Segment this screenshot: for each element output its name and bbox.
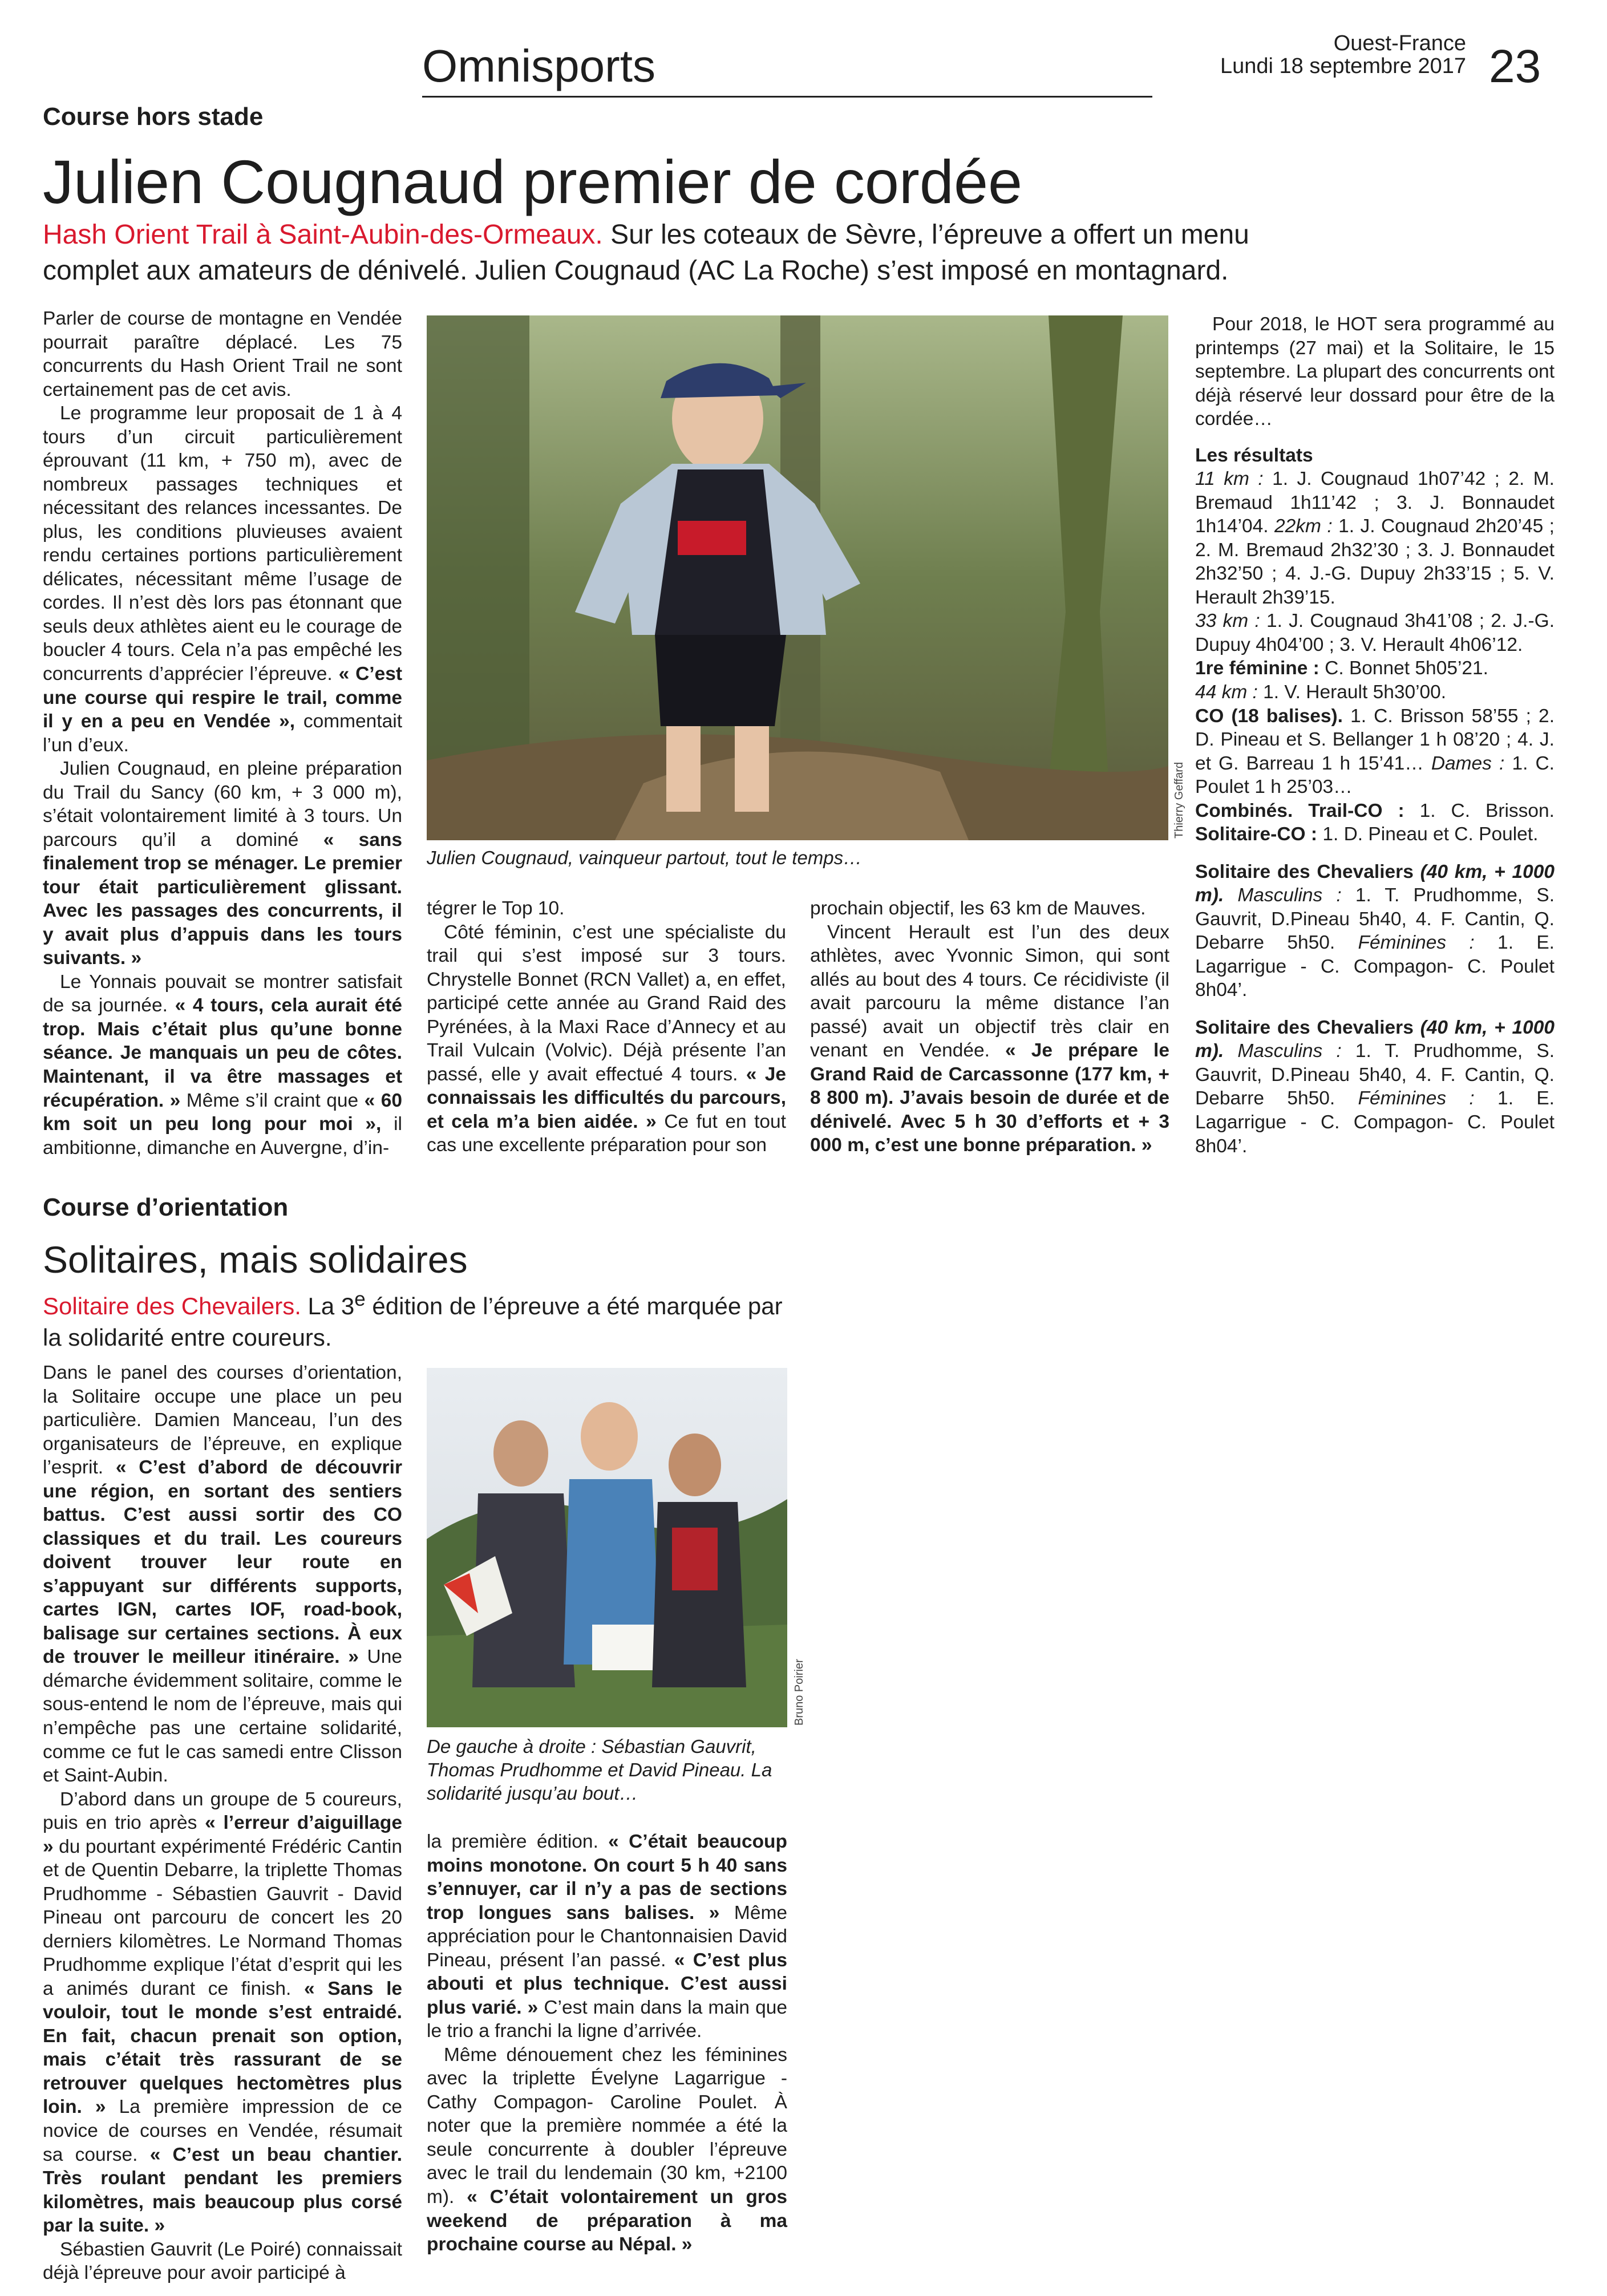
page-number: 23 (1489, 41, 1541, 92)
article2-headline: Solitaires, mais solidaires (43, 1238, 468, 1281)
section-title: Omnisports (422, 41, 655, 91)
photo-credit: Bruno Poirier (793, 1659, 805, 1726)
paragraph: Sébastien Gauvrit (Le Poiré) connaissait déjà l’épreuve pour avoir participé à (43, 2238, 402, 2284)
photo-credit: Thierry Geffard (1173, 762, 1185, 839)
paragraph: la première édition. « C’était beaucoup moins monotone. On court 5 h 40 sans s’ennuyer, car il n’y a pas de sections trop longues sans balises. » Même appréciation pour le Chantonnaisien David Pineau, présent l’an passé. « C’est plus abouti et plus technique. C’est aussi plus varié. » C’est main dans la main que le trio a franchi la ligne d’arrivée. (427, 1831, 788, 2042)
paragraph: Dans le panel des courses d’orientation, la Solitaire occupe une place un peu particulière. Damien Manceau, l’un des organisateurs de l’épreuve, en explique l’esprit. « C’est d’abord de découvrir une région, en sortant des sentiers battus. C’est aussi sortir des CO classiques et du trail. Les coureurs doivent trouver leur route en s’appuyant sur différents supports, cartes IGN, cartes IOF, road-book, balisage sur certaines sections. À eux de trouver le meilleur itinéraire. » Une démarche évidemment solitaire, comme le sous-entend le nom de l’épreuve, mais qui n’empêche pas une certaine solidarité, comme ce fut le cas samedi entre Clisson et Saint-Aubin. (43, 1362, 403, 1787)
photo-caption: Julien Cougnaud, vainqueur partout, tout le temps… (427, 847, 863, 868)
issue-date: Lundi 18 septembre 2017 (1220, 54, 1466, 78)
paragraph: Même dénouement chez les féminines avec la triplette Évelyne Lagarrigue - Cathy Compagon- Caroline Poulet. À noter que la première nommée a été la seule concurrente à doubler l’épreuve avec le trail du lendemain (30 km, +2100 m). « C’était volontairement un gros weekend de préparation à ma prochaine course au Népal. » (427, 2044, 787, 2255)
solitaire-results-2: Solitaire des Chevaliers (40 km, + 1000 m). Masculins : 1. T. Prudhomme, S. Gauvrit, D.Pineau 5h40, 4. F. Cantin, Q. Debarre 5h50. Féminines : 1. E. Lagarrigue - C. Compagon- C. Poulet 8h04’. (1195, 1017, 1555, 1157)
article2-column-1 (43, 1361, 402, 2285)
article1-headline: Julien Cougnaud premier de cordée (43, 147, 1023, 216)
results-title: Les résultats (1195, 444, 1313, 466)
article2-column-2 (427, 1830, 787, 2257)
article1-kicker: Course hors stade (43, 103, 264, 131)
paragraph: Le Yonnais pouvait se montrer satisfait de sa journée. « 4 tours, cela aurait été trop. Mais c’était plus qu’une bonne séance. Je manquais un peu de côtes. Maintenant, il va être massages et récupération. » Même s’il craint que « 60 km soit un peu long pour moi », il ambitionne, dimanche en Auvergne, d’in- (43, 971, 402, 1159)
article2-kicker: Course d’orientation (43, 1193, 289, 1221)
runner-photo (427, 315, 1168, 840)
solitaire-results-1: Solitaire des Chevaliers (40 km, + 1000 m). Masculins : 1. T. Prudhomme, S. Gauvrit, D.Pineau 5h40, 4. F. Cantin, Q. Debarre 5h50. Féminines : 1. E. Lagarrigue - C. Compagon- C. Poulet 8h04’. (1195, 861, 1555, 1001)
paragraph: Côté féminin, c’est une spécialiste du trail qui s’est imposé sur 3 tours. Chrystelle Bonnet (RCN Vallet) a, en effet, participé cette année au Grand Raid des Pyrénées, à la Maxi Race d’Annecy et au Trail Vulcain (Volvic). Déjà présente l’an passé, elle y avait effectué 4 tours. « Je connaissais les difficultés du parcours, et cela m’a bien aidée. » Ce fut en tout cas une excellente préparation pour son (427, 921, 786, 1156)
article1-column-3 (810, 897, 1169, 1157)
paragraph: tégrer le Top 10. (427, 898, 565, 919)
paragraph: Vincent Herault est l’un des deux athlètes, avec Yvonnic Simon, qui sont allés au bout des 4 tours. Ce récidiviste (il avait parcouru la même distance l’an passé) avait un objectif très clair en venant en Vendée. « Je prépare le Grand Raid de Carcassonne (177 km, + 8 800 m). J’avais besoin de durée et de dénivelé. Avec 5 h 30 d’efforts et + 3 000 m, c’est une bonne préparation. » (810, 921, 1169, 1156)
article1-deck-accent: Hash Orient Trail à Saint-Aubin-des-Ormeaux. (43, 220, 603, 250)
article1-deck-text: Sur les coteaux de Sèvre, l’épreuve a offert un menu complet aux amateurs de dénivelé. Julien Cougnaud (AC La Roche) s’est imposé en montagnard. (43, 220, 1249, 286)
trio-photo (427, 1368, 787, 1727)
header-rule (422, 96, 1152, 98)
paragraph: prochain objectif, les 63 km de Mauves. (810, 898, 1146, 919)
article1-column-4 (1195, 313, 1555, 1158)
article1-deck (43, 217, 1338, 289)
article1-column-1 (43, 307, 402, 1160)
newspaper-name: Ouest-France (1333, 31, 1466, 55)
paragraph: Pour 2018, le HOT sera programmé au printemps (27 mai) et la Solitaire, le 15 septembre. La plupart des concurrents ont déjà réservé leur dossard pour être de la cordée… (1195, 314, 1555, 430)
article1-column-2 (427, 897, 786, 1157)
results-block: 11 km : 1. J. Cougnaud 1h07’42 ; 2. M. Bremaud 1h11’42 ; 3. J. Bonnaudet 1h14’04. 22km : 1. J. Cougnaud 2h20’45 ; 2. M. Bremaud 2h32’30 ; 3. J. Bonnaudet 2h32’50 ; 4. J.-G. Dupuy 2h33’15 ; 5. V. Herault 2h39’15. 33 km : 1. J. Cougnaud 3h41’08 ; 2. J.-G. Dupuy 4h04’00 ; 3. V. Herault 4h06’12. 1re féminine : C. Bonnet 5h05’21. 44 km : 1. V. Herault 5h30’00. CO (18 balises). 1. C. Brisson 58’55 ; 2. D. Pineau et S. Bellanger 1 h 08’20 ; 4. J. et G. Barreau 1 h 15’41… Dames : 1. C. Poulet 1 h 25’03… Combinés. Trail-CO : 1. C. Brisson. Solitaire-CO : 1. D. Pineau et C. Poulet. (1195, 468, 1555, 845)
paragraph: Julien Cougnaud, en pleine préparation du Trail du Sancy (60 km, + 3 000 m), s’était volontairement limité à 3 tours. Un parcours qu’il a dominé « sans finalement trop se ménager. Le premier tour était particulièrement glissant. Avec les passages des concurrents, il y avait plus d’appuis dans les tours suivants. » (43, 758, 402, 969)
article2-deck: Solitaire des Chevailers. La 3e édition de l’épreuve a été marquée par la solidarité entre coureurs. (43, 1288, 783, 1351)
photo-caption: De gauche à droite : Sébastian Gauvrit, Thomas Prudhomme et David Pineau. La solidarité jusqu’au bout… (427, 1736, 772, 1804)
paragraph: Le programme leur proposait de 1 à 4 tours d’un circuit particulièrement éprouvant (11 km, + 750 m), avec de nombreux passages techniques et nécessitant des relances incessantes. De plus, les conditions pluvieuses avaient rendu certaines portions particulièrement délicates, nécessitant même l’usage de cordes. Il n’est dès lors pas étonnant que seuls deux athlètes aient eu le courage de boucler 4 tours. Cela n’a pas empêché les concurrents d’apprécier l’épreuve. « C’est une course qui respire le trail, comme il y en a peu en Vendée », commentait l’un d’eux. (43, 403, 402, 756)
paragraph: D’abord dans un groupe de 5 coureurs, puis en trio après « l’erreur d’aiguillage » du pourtant expérimenté Frédéric Cantin et de Quentin Debarre, la triplette Thomas Prudhomme - Sébastien Gauvrit - David Pineau ont parcouru de concert les 20 derniers kilomètres. Le Normand Thomas Prudhomme explique l’état d’esprit qui les a animés durant ce finish. « Sans le vouloir, tout le monde s’est entraidé. En fait, chacun prenait son option, mais c’était très rassurant de se retrouver quelques hectomètres plus loin. » La première impression de ce novice de courses en Vendée, résumait sa course. « C’est un beau chantier. Très roulant pendant les premiers kilomètres, mais beaucoup plus corsé par la suite. » (43, 1788, 403, 2237)
paragraph: Parler de course de montagne en Vendée pourrait paraître déplacé. Les 75 concurrents du Hash Orient Trail ne sont certainement pas de cet avis. (43, 308, 402, 400)
